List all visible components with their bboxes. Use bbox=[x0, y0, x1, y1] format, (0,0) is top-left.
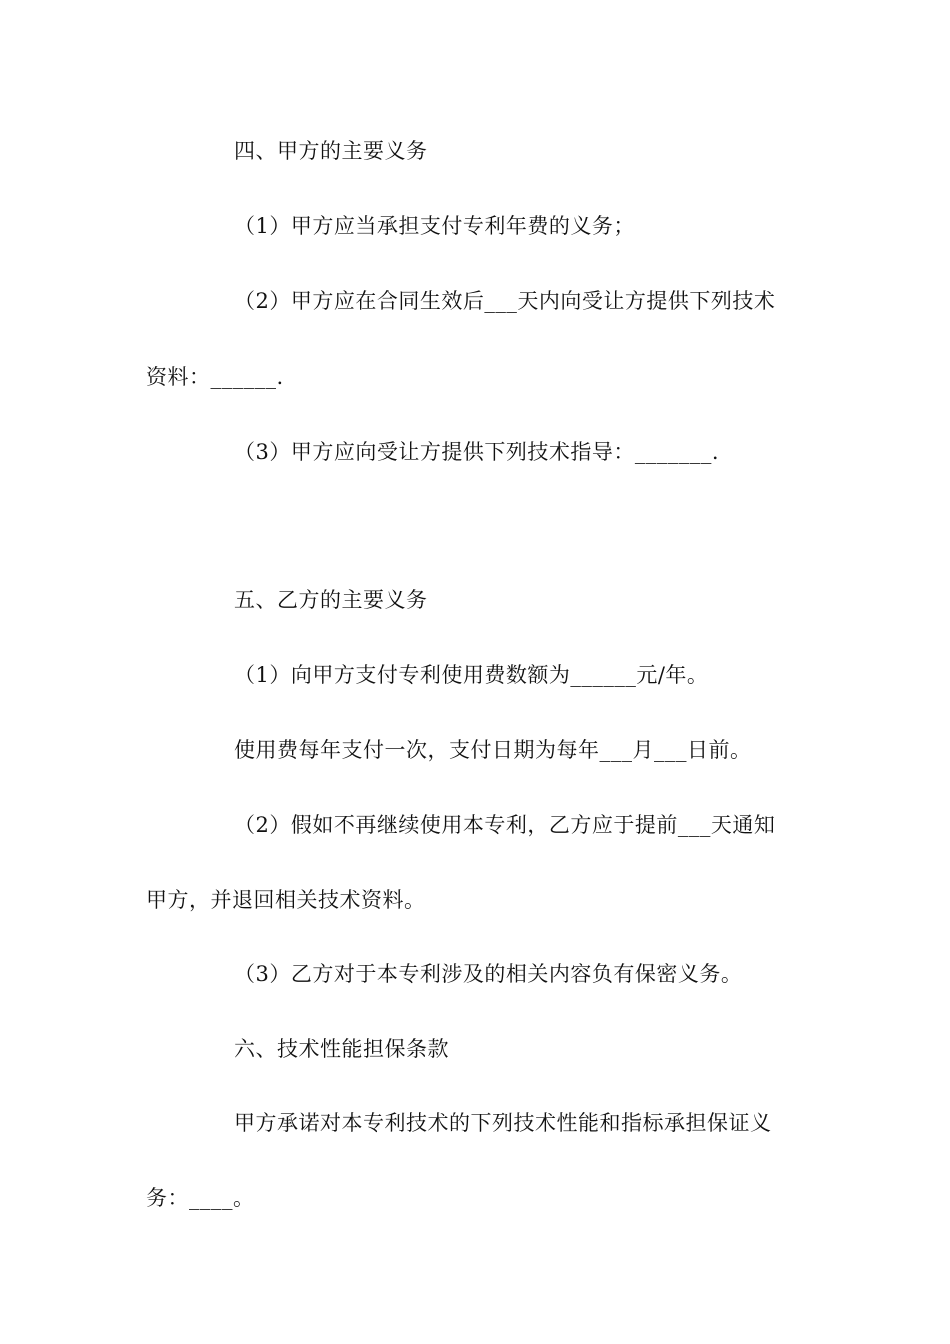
section-5-item-3: （3）乙方对于本专利涉及的相关内容负有保密义务。 bbox=[234, 962, 743, 986]
section-6-heading: 六、技术性能担保条款 bbox=[234, 1037, 449, 1061]
section-6-body-line-2: 务：____。 bbox=[146, 1186, 255, 1210]
section-5-item-2-line-1: （2）假如不再继续使用本专利，乙方应于提前___天通知 bbox=[234, 813, 776, 837]
section-4-item-2-line-1: （2）甲方应在合同生效后___天内向受让方提供下列技术 bbox=[234, 289, 776, 313]
section-5-heading: 五、乙方的主要义务 bbox=[234, 588, 428, 612]
section-4-heading: 四、甲方的主要义务 bbox=[234, 139, 428, 163]
section-5-payment-note: 使用费每年支付一次，支付日期为每年___月___日前。 bbox=[234, 738, 752, 762]
section-4-item-3: （3）甲方应向受让方提供下列技术指导：_______. bbox=[234, 440, 720, 464]
section-5-item-1: （1）向甲方支付专利使用费数额为______元/年。 bbox=[234, 663, 709, 687]
section-4-item-2-line-2: 资料：______. bbox=[146, 365, 284, 389]
section-4-item-1: （1）甲方应当承担支付专利年费的义务； bbox=[234, 214, 635, 238]
section-5-item-2-line-2: 甲方，并退回相关技术资料。 bbox=[146, 888, 426, 912]
section-6-body-line-1: 甲方承诺对本专利技术的下列技术性能和指标承担保证义 bbox=[234, 1111, 772, 1135]
